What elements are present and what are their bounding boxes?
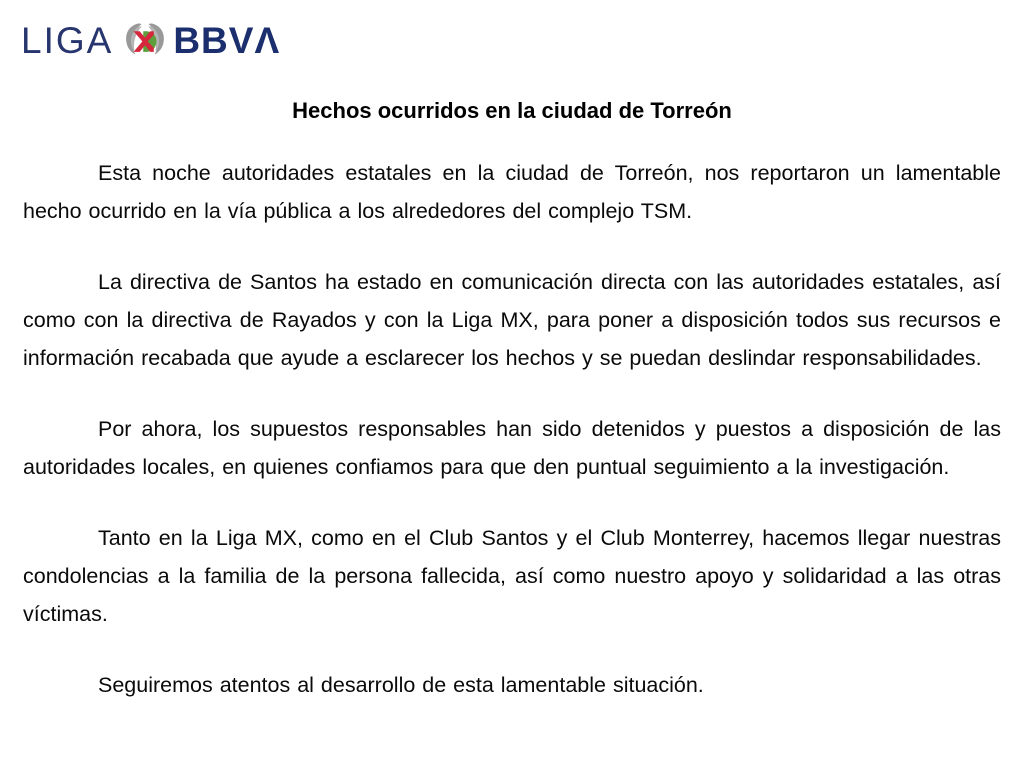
statement-paragraph-1: Esta noche autoridades estatales en la ciudad de Torreón, nos reportaron un lamentable hecho ocurrido en la vía pública a los alrededores del complejo TSM.	[23, 161, 1001, 223]
statement-paragraph-2: La directiva de Santos ha estado en comunicación directa con las autoridades estatales, así como con la directiva de Rayados y con la Liga MX, para poner a disposición todos sus recursos e información recabada que ayude a esclarecer los hechos y se puedan deslindar responsabilidades.	[23, 270, 1001, 370]
statement-title: Hechos ocurridos en la ciudad de Torreón	[292, 98, 732, 123]
bbva-letters: BBV	[173, 19, 255, 61]
bbva-lambda-a: Λ	[254, 19, 281, 61]
bbva-wordmark	[173, 19, 281, 61]
liga-bbva-logo	[21, 16, 1001, 64]
liga-mx-eagle-icon	[123, 18, 167, 62]
liga-wordmark: LIGA	[21, 19, 114, 61]
statement-paragraph-3: Por ahora, los supuestos responsables han sido detenidos y puestos a disposición de las autoridades locales, en quienes confiamos para que den puntual seguimiento a la investigación.	[23, 417, 1001, 479]
statement-body	[23, 154, 1001, 704]
statement-paragraph-4: Tanto en la Liga MX, como en el Club Santos y el Club Monterrey, hacemos llegar nuestras condolencias a la familia de la persona fallecida, así como nuestro apoyo y solidaridad a las otras víctimas.	[23, 526, 1001, 626]
statement-paragraph-5: Seguiremos atentos al desarrollo de esta lamentable situación.	[98, 673, 704, 697]
